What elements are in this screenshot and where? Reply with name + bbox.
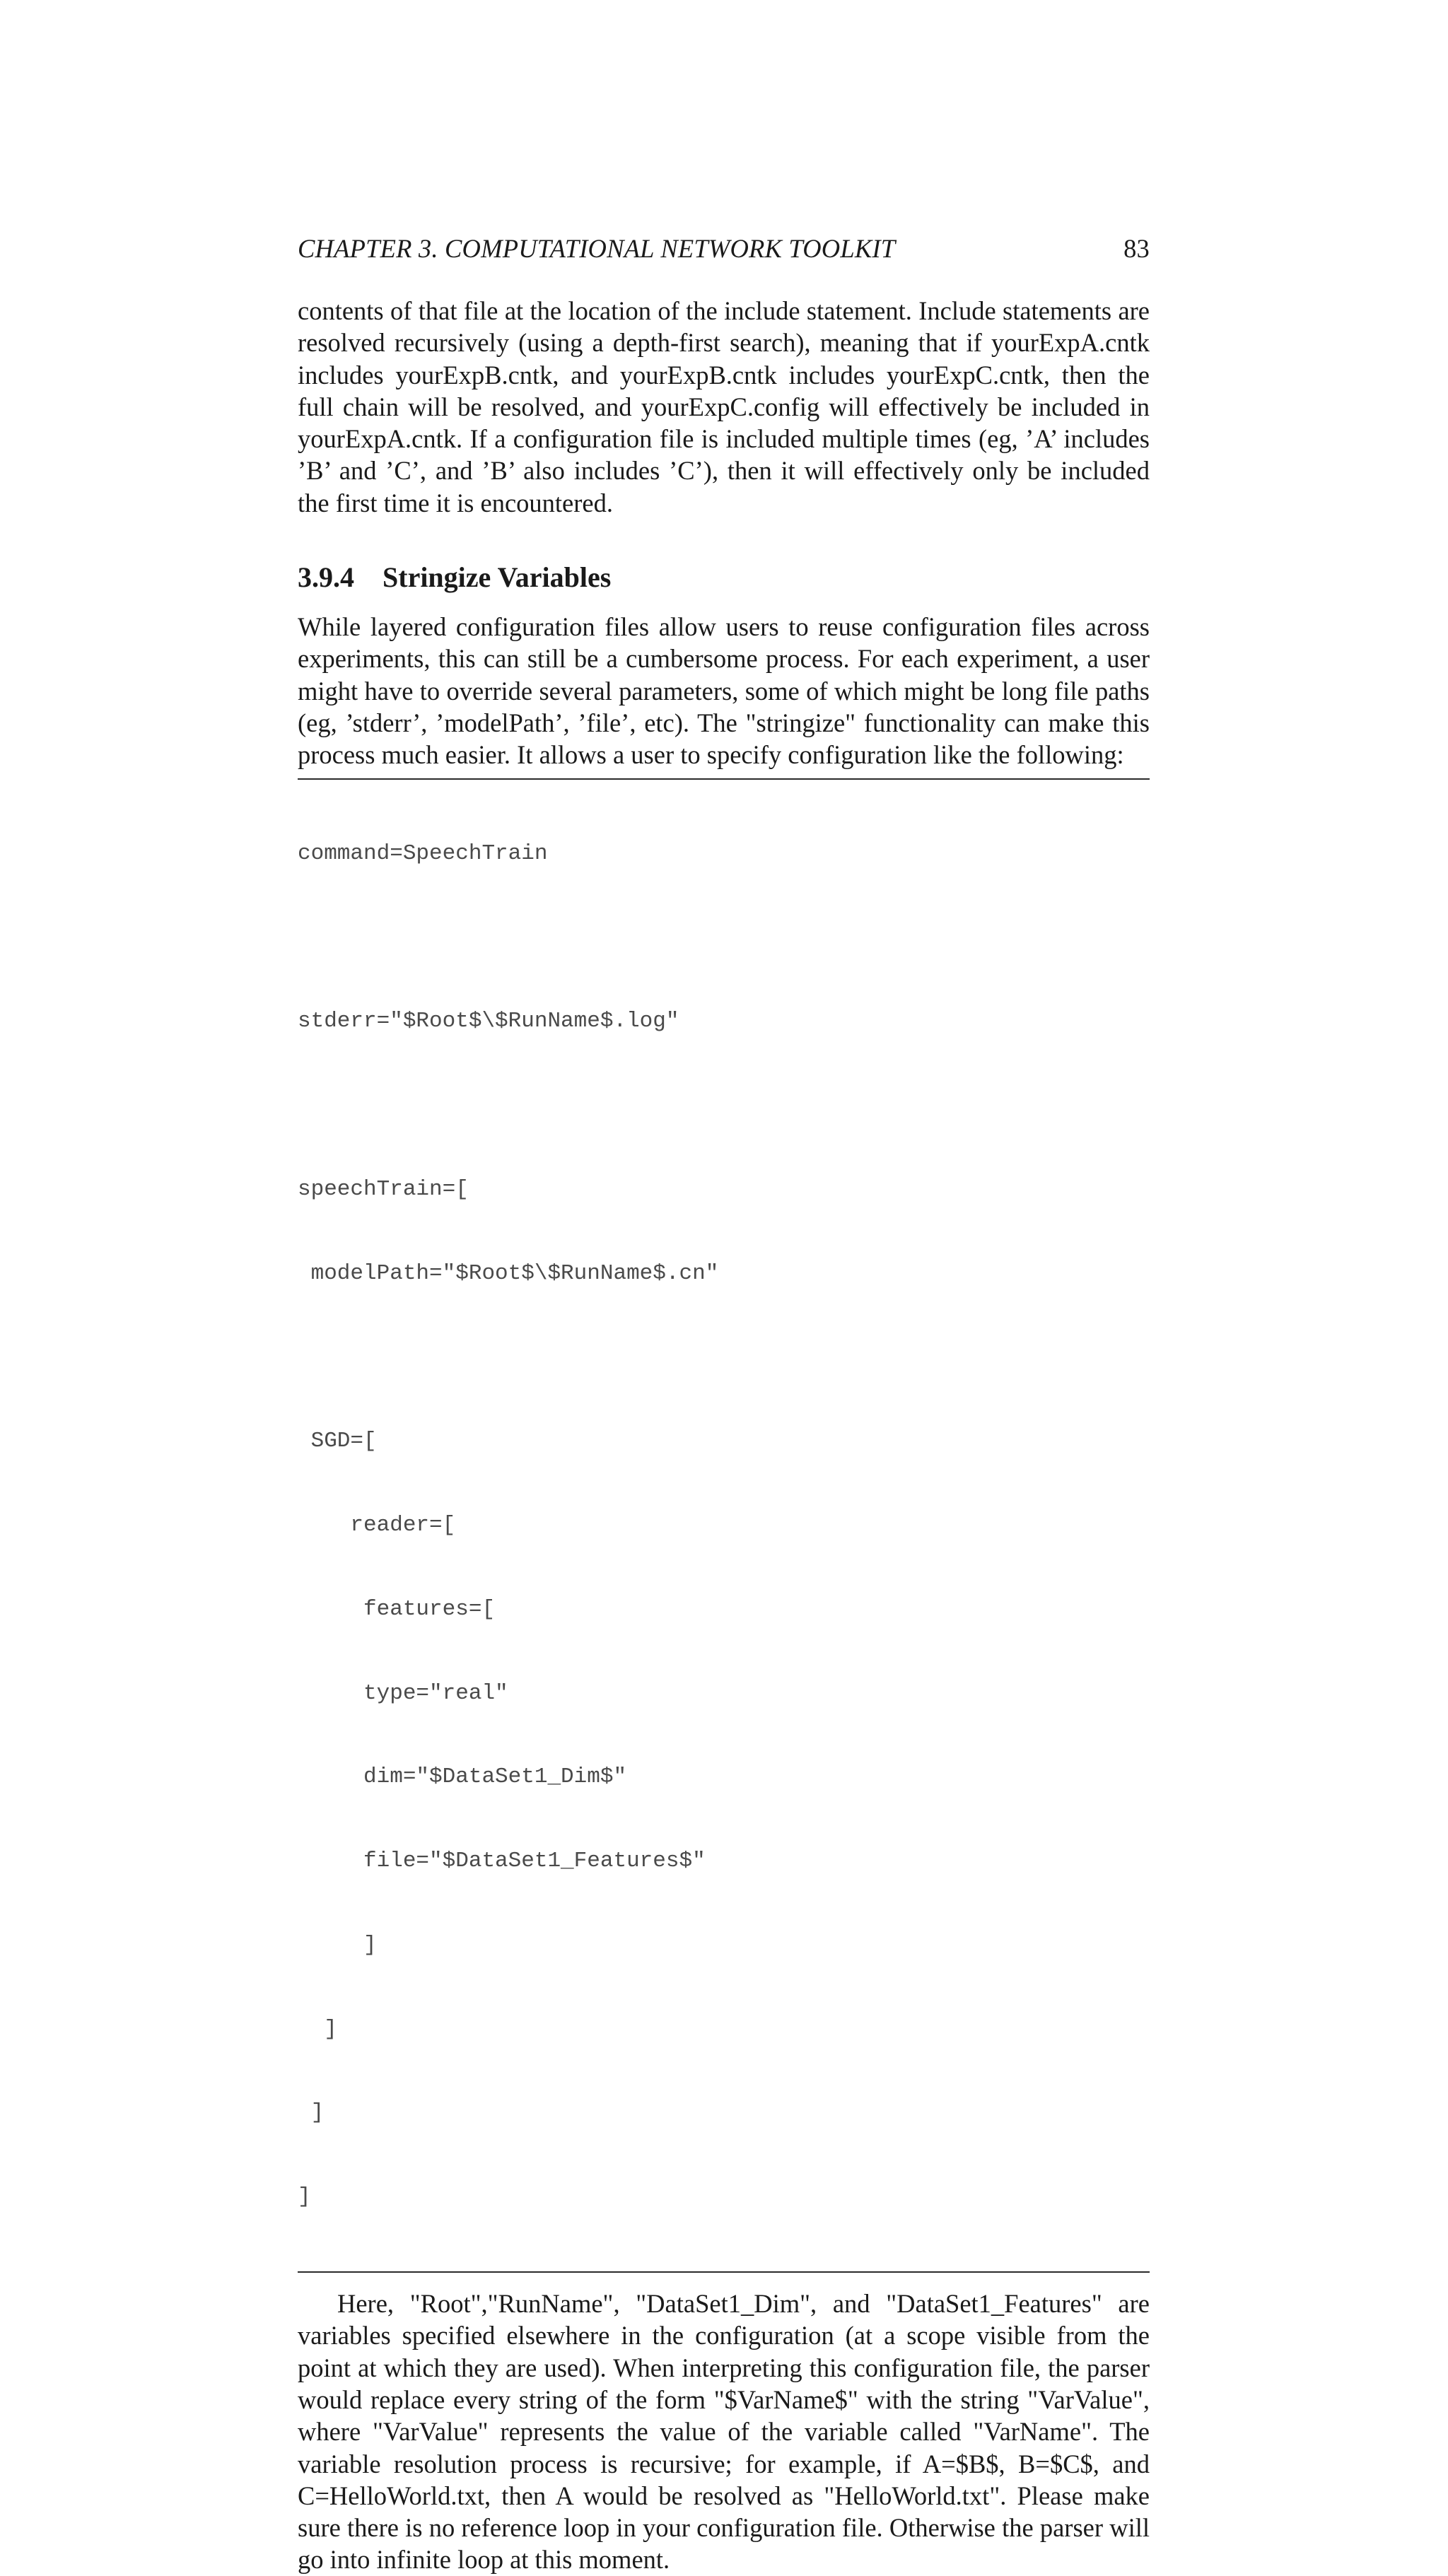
- code-line: ]: [298, 1932, 377, 1957]
- code-line: reader=[: [298, 1513, 456, 1538]
- code-listing: [298, 784, 1150, 2267]
- code-line: ]: [298, 2184, 311, 2210]
- code-rule-top: [298, 778, 1150, 780]
- code-line: stderr="$Root$\$RunName$.log": [298, 1009, 679, 1034]
- code-line: SGD=[: [298, 1429, 377, 1454]
- code-rule-bottom: [298, 2271, 1150, 2273]
- paragraph-include-statements: contents of that file at the location of the include statement. Include statements are resolved recursively (using a depth-first search), meaning that if yourExpA.cntk includes yourExpB.cntk, and yourExpB.cntk includes yourExpC.cntk, then the full chain will be resolved, and yourExpC.config will effectively be included in yourExpA.cntk. If a configuration file is included multiple times (eg, ’A’ includes ’B’ and ’C’, and ’B’ also includes ’C’), then it will effectively only be included the first time it is encountered.: [298, 296, 1150, 517]
- paragraph-variable-resolution: Here, "Root","RunName", "DataSet1_Dim", and "DataSet1_Features" are variables specified elsewhere in the configuration (at a scope visible from the point at which they are used). When interpreting this configuration file, the parser would replace every string of the form "$VarName$" with the string "VarValue", where "VarValue" represents the value of the variable called "VarName". The variable resolution process is recursive; for example, if A=$B$, B=$C$, and C=HelloWorld.txt, then A would be resolved as "HelloWorld.txt". Please make sure there is no reference loop in your configuration file. Otherwise the parser will go into infinite loop at this moment.: [298, 2289, 1150, 2575]
- code-line: speechTrain=[: [298, 1176, 469, 1202]
- code-line: [298, 1091, 1150, 1120]
- code-line: file="$DataSet1_Features$": [298, 1849, 706, 1874]
- code-line: [298, 924, 1150, 952]
- code-line: ]: [298, 2100, 325, 2126]
- section-heading: [298, 560, 1150, 595]
- chapter-title: CHAPTER 3. COMPUTATIONAL NETWORK TOOLKIT: [298, 234, 896, 263]
- paragraph-stringize-intro: While layered configuration files allow users to reuse configuration files across experiments, this can still be a cumbersome process. For each experiment, a user might have to override several parameters, some of which might be long file paths (eg, ’stderr’, ’modelPath’, ’file’, etc). The "stringize" functionality can make this process much easier. It allows a user to specify configuration like the following:: [298, 612, 1150, 770]
- code-line: modelPath="$Root$\$RunName$.cn": [298, 1260, 719, 1286]
- code-line: ]: [298, 2016, 337, 2042]
- page-number: 83: [1123, 234, 1150, 263]
- section-number: 3.9.4: [298, 561, 354, 594]
- code-line: features=[: [298, 1596, 496, 1622]
- code-line: type="real": [298, 1680, 508, 1706]
- section-title: Stringize Variables: [383, 561, 612, 594]
- code-line: command=SpeechTrain: [298, 841, 548, 866]
- code-line: dim="$DataSet1_Dim$": [298, 1764, 627, 1790]
- page-body: [298, 226, 1150, 2576]
- code-line: [298, 1343, 1150, 1371]
- running-header: [298, 226, 1150, 269]
